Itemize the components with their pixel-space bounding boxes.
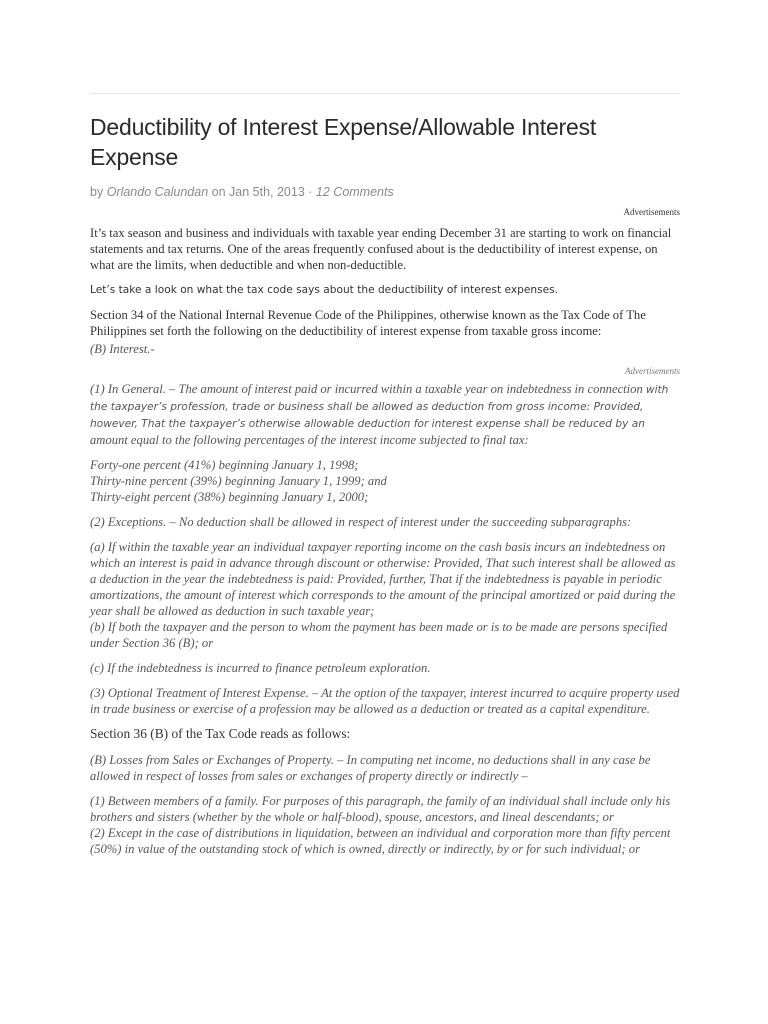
general-text-3: amount equal to the following percentages of the interest income subjected to final tax: — [90, 433, 529, 447]
exceptions-paragraph: (2) Exceptions. – No deduction shall be allowed in respect of interest under the succeeding subparagraphs: — [90, 515, 632, 529]
general-text-2: with the taxpayer’s profession, trade or business shall be allowed as deduction from gross income: Provided, however, That the taxpayer’s otherwise allowable deduction for interest expense shall be reduced by an — [90, 384, 669, 430]
exception-c: (c) If the indebtedness is incurred to finance petroleum exploration. — [90, 661, 431, 675]
exception-b: (b) If both the taxpayer and the person to whom the payment has been made or is to be made are persons specified under Section 36 (B); or — [90, 620, 668, 650]
percentage-1999: Thirty-nine percent (39%) beginning January 1, 1999; and — [90, 474, 387, 488]
percentage-2000: Thirty-eight percent (38%) beginning January 1, 2000; — [90, 490, 369, 504]
family-clause: (1) Between members of a family. For purposes of this paragraph, the family of an individual shall include only his brothers and sisters (whether by the whole or half-blood), spouse, ancestors, and lineal descendants; or — [90, 794, 671, 824]
related-parties-list — [90, 793, 680, 857]
percentage-list — [90, 457, 680, 505]
article — [90, 112, 680, 866]
exceptions-list — [90, 539, 680, 651]
optional-treatment-paragraph: (3) Optional Treatment of Interest Expense. – At the option of the taxpayer, interest incurred to acquire property used in trade business or exercise of a profession may be allowed as a deduction or treated as a capital expenditure. — [90, 686, 680, 716]
general-text-1: (1) In General. – The amount of interest paid or incurred within a taxable year on indebtedness in connection — [90, 382, 646, 396]
comments-link[interactable]: · 12 Comments — [308, 185, 394, 199]
corporation-clause: (2) Except in the case of distributions in liquidation, between an individual and corporation more than fifty percent (50%) in value of the outstanding stock of which is owned, directly or indirectly, by or for such individual; or — [90, 826, 671, 856]
losses-paragraph: (B) Losses from Sales or Exchanges of Property. – In computing net income, no deductions shall in any case be allowed in respect of losses from sales or exchanges of property directly or indirectly – — [90, 753, 651, 783]
lead-in-paragraph: Let’s take a look on what the tax code says about the deductibility of interest expenses. — [90, 284, 558, 296]
section-34-paragraph: Section 34 of the National Internal Revenue Code of the Philippines, otherwise known as the Tax Code of The Philippines set forth the following on the deductibility of interest expense from taxable gross income: — [90, 308, 646, 338]
post-date: Jan 5th, 2013 — [229, 185, 305, 199]
intro-paragraph: It’s tax season and business and individuals with taxable year ending December 31 are starting to work on financial statements and tax returns. One of the areas frequently confused about is the deductibility of interest expense, on what are the limits, when deductible and when non-deductible. — [90, 226, 672, 272]
section-36-paragraph: Section 36 (B) of the Tax Code reads as follows: — [90, 726, 351, 741]
byline-on: on — [211, 185, 226, 199]
byline-by: by — [90, 185, 104, 199]
advertisements-label: Advertisements — [625, 366, 680, 376]
general-paragraph — [90, 381, 680, 448]
advertisements-label: Advertisements — [623, 207, 680, 217]
byline — [90, 185, 680, 199]
top-divider — [90, 93, 680, 94]
author-link[interactable]: Orlando Calundan — [106, 185, 209, 199]
percentage-1998: Forty-one percent (41%) beginning January 1, 1998; — [90, 458, 359, 472]
article-title: Deductibility of Interest Expense/Allowable Interest Expense — [90, 114, 597, 170]
interest-heading: (B) Interest.- — [90, 342, 155, 356]
exception-a: (a) If within the taxable year an individual taxpayer reporting income on the cash basis incurs an indebtedness on which an interest is paid in advance through discount or otherwise: Provided, That such interest shall be allowed as a deduction in the year the indebtedness is paid: Provided, further, That if the indebtedness is payable in periodic amortizations, the amount of interest which corresponds to the amount of the principal amortized or paid during the year shall be allowed as deduction in such taxable year; — [90, 540, 676, 618]
